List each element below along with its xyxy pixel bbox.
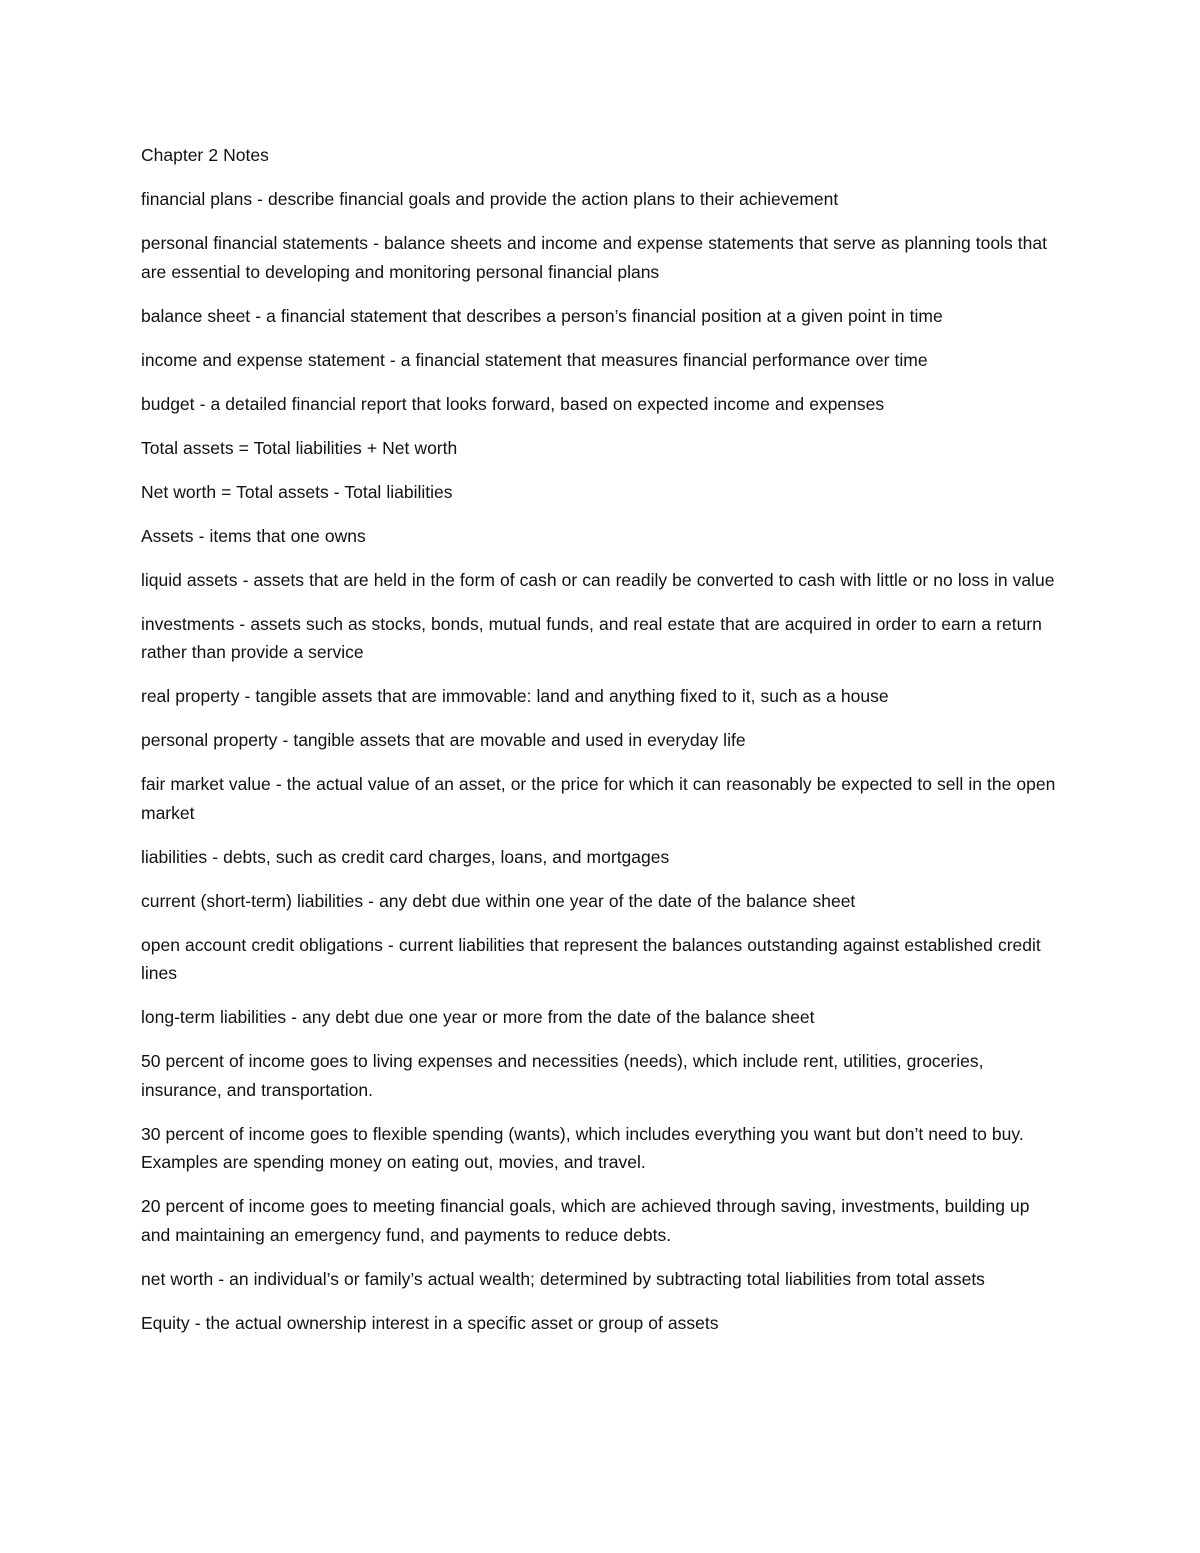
paragraph-balance-sheet: balance sheet - a financial statement that describes a person’s financial position at a given point in time [141,305,943,326]
paragraph-open-account-credit: open account credit obligations - current liabilities that represent the balances outstanding against established credit lines [141,934,1041,983]
paragraph-net-worth-formula: Net worth = Total assets - Total liabilities [141,481,453,502]
paragraph-current-liabilities: current (short-term) liabilities - any debt due within one year of the date of the balance sheet [141,890,856,911]
paragraph-fair-market-value: fair market value - the actual value of an asset, or the price for which it can reasonably be expected to sell in the open market [141,774,1056,823]
paragraph-equity: Equity - the actual ownership interest in a specific asset or group of assets [141,1312,719,1333]
document-body [141,141,1061,1353]
paragraph-budget: budget - a detailed financial report that looks forward, based on expected income and expenses [141,393,885,414]
paragraph-fifty-percent: 50 percent of income goes to living expenses and necessities (needs), which include rent, utilities, groceries, insurance, and transportation. [141,1051,984,1100]
paragraph-liabilities: liabilities - debts, such as credit card charges, loans, and mortgages [141,846,670,867]
paragraph-personal-property: personal property - tangible assets that are movable and used in everyday life [141,730,746,750]
paragraph-real-property: real property - tangible assets that are immovable: land and anything fixed to it, such as a house [141,686,889,706]
paragraph-personal-financial-statements: personal financial statements - balance sheets and income and expense statements that serve as planning tools that are essential to developing and monitoring personal financial plans [141,233,1047,282]
paragraph-financial-plans: financial plans - describe financial goals and provide the action plans to their achievement [141,189,839,209]
paragraph-long-term-liabilities: long-term liabilities - any debt due one year or more from the date of the balance sheet [141,1007,815,1027]
paragraph-total-assets-formula: Total assets = Total liabilities + Net worth [141,437,458,458]
document-title: Chapter 2 Notes [141,145,269,165]
paragraph-assets: Assets - items that one owns [141,525,366,546]
paragraph-twenty-percent: 20 percent of income goes to meeting financial goals, which are achieved through saving, investments, building up and maintaining an emergency fund, and payments to reduce debts. [141,1196,1030,1245]
paragraph-thirty-percent: 30 percent of income goes to flexible spending (wants), which includes everything you want but don’t need to buy. Examples are spending money on eating out, movies, and travel. [141,1123,1024,1172]
paragraph-income-expense-statement: income and expense statement - a financial statement that measures financial performance over time [141,349,928,370]
paragraph-net-worth-definition: net worth - an individual’s or family’s actual wealth; determined by subtracting total liabilities from total assets [141,1268,985,1289]
paragraph-investments: investments - assets such as stocks, bonds, mutual funds, and real estate that are acquired in order to earn a return rather than provide a service [141,613,1042,662]
paragraph-liquid-assets: liquid assets - assets that are held in the form of cash or can readily be converted to cash with little or no loss in value [141,569,1055,590]
